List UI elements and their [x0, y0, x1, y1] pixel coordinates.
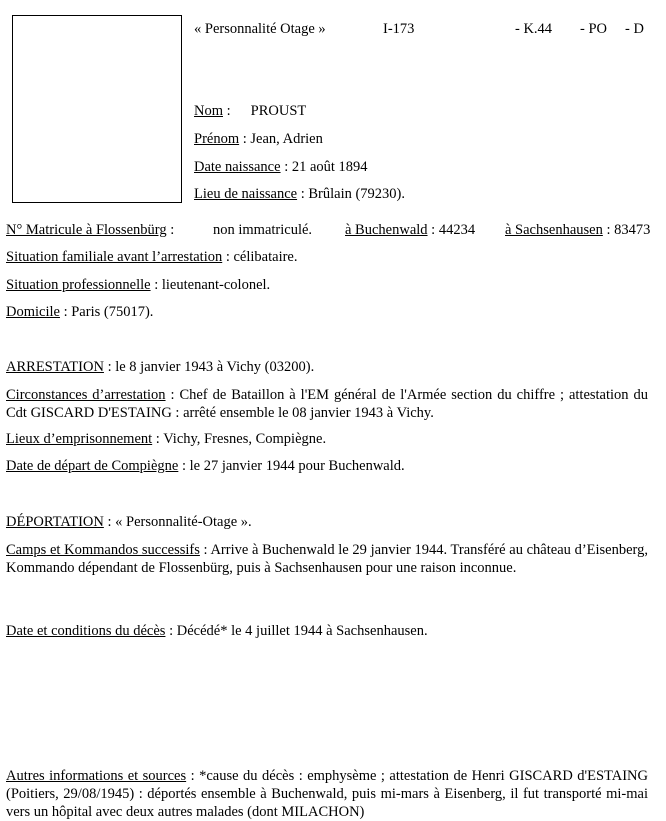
matricule-label: N° Matricule à Flossenbürg: [6, 222, 167, 238]
lieux-emprisonnement-value: : Vichy, Fresnes, Compiègne.: [152, 431, 327, 447]
sachsenhausen-value: : 83473: [602, 222, 651, 238]
prenom-label: Prénom: [194, 131, 240, 147]
domicile-label: Domicile: [6, 304, 60, 320]
prenom-line: [194, 131, 323, 148]
naissance-line: [194, 159, 368, 176]
header-category: « Personnalité Otage »: [194, 21, 326, 37]
lieu-naissance-value: : Brûlain (79230).: [297, 186, 406, 202]
lieu-naissance-label: Lieu de naissance: [194, 186, 298, 202]
deces-line: [6, 623, 428, 640]
deces-label: Date et conditions du décès: [6, 623, 166, 639]
deportation-value: : « Personnalité-Otage ».: [103, 514, 252, 530]
deportation-label: DÉPORTATION: [6, 514, 104, 530]
nom-sep: :: [223, 103, 231, 119]
arrestation-value: : le 8 janvier 1943 à Vichy (03200).: [103, 359, 315, 375]
nom-value: PROUST: [250, 103, 307, 119]
matricule-line: [6, 222, 174, 239]
situation-professionnelle-value: : lieutenant-colonel.: [150, 277, 271, 293]
depart-compiegne-value: : le 27 janvier 1944 pour Buchenwald.: [178, 458, 405, 474]
header-ref-d: - D: [625, 21, 644, 37]
header-ref-po: - PO: [580, 21, 607, 37]
buchenwald-label: à Buchenwald: [345, 222, 428, 238]
camps-paragraph: [6, 541, 648, 577]
circonstances-paragraph: [6, 386, 648, 422]
sachsenhausen-line: [505, 222, 650, 239]
situation-professionnelle-line: [6, 277, 270, 294]
situation-professionnelle-label: Situation professionnelle: [6, 277, 151, 293]
depart-compiegne-line: [6, 458, 405, 475]
buchenwald-value: : 44234: [427, 222, 476, 238]
situation-familiale-label: Situation familiale avant l’arrestation: [6, 249, 223, 265]
situation-familiale-line: [6, 249, 298, 266]
autres-label: Autres informations et sources: [6, 768, 187, 784]
lieux-emprisonnement-line: [6, 431, 326, 448]
domicile-value: : Paris (75017).: [59, 304, 154, 320]
matricule-value: non immatriculé.: [213, 222, 313, 238]
depart-compiegne-label: Date de départ de Compiègne: [6, 458, 179, 474]
sachsenhausen-label: à Sachsenhausen: [505, 222, 603, 238]
autres-value: : *cause du décès : emphysème ; attestation de Henri GISCARD d'ESTAING (Poitiers, 29/08/1945) : déportés ensemble à Buchenwald, puis mi-mars à Eisenberg, il fut transporté mi-mai vers un hôpital avec deux autres malades (dont MILACHON): [6, 768, 648, 820]
situation-familiale-value: : célibataire.: [222, 249, 298, 265]
arrestation-line: [6, 359, 314, 376]
naissance-value: : 21 août 1894: [280, 159, 368, 175]
buchenwald-line: [345, 222, 475, 239]
lieux-emprisonnement-label: Lieux d’emprisonnement: [6, 431, 153, 447]
domicile-line: [6, 304, 153, 321]
circonstances-value: : Chef de Bataillon à l'EM général de l'Armée section du chiffre ; attestation du Cdt GISCARD D'ESTAING : arrêté ensemble le 08 janvier 1943 à Vichy.: [6, 387, 648, 421]
nom-line: [194, 103, 306, 120]
photo-placeholder: [12, 15, 182, 203]
arrestation-label: ARRESTATION: [6, 359, 104, 375]
autres-paragraph: [6, 767, 648, 821]
circonstances-label: Circonstances d’arrestation: [6, 387, 166, 403]
nom-label: Nom: [194, 103, 223, 119]
prenom-value: : Jean, Adrien: [239, 131, 323, 147]
lieu-naissance-line: [194, 186, 405, 203]
deces-value: : Décédé* le 4 juillet 1944 à Sachsenhausen.: [165, 623, 428, 639]
deportation-line: [6, 514, 252, 531]
camps-label: Camps et Kommandos successifs: [6, 542, 200, 558]
header-code: I-173: [383, 21, 415, 37]
matricule-sep: :: [166, 222, 175, 238]
naissance-label: Date naissance: [194, 159, 281, 175]
camps-value: : Arrive à Buchenwald le 29 janvier 1944. Transféré au château d’Eisenberg, Kommando dépendant de Flossenbürg, puis à Sachsenhausen pour une raison inconnue.: [6, 542, 648, 576]
header-ref-k: - K.44: [515, 21, 553, 37]
